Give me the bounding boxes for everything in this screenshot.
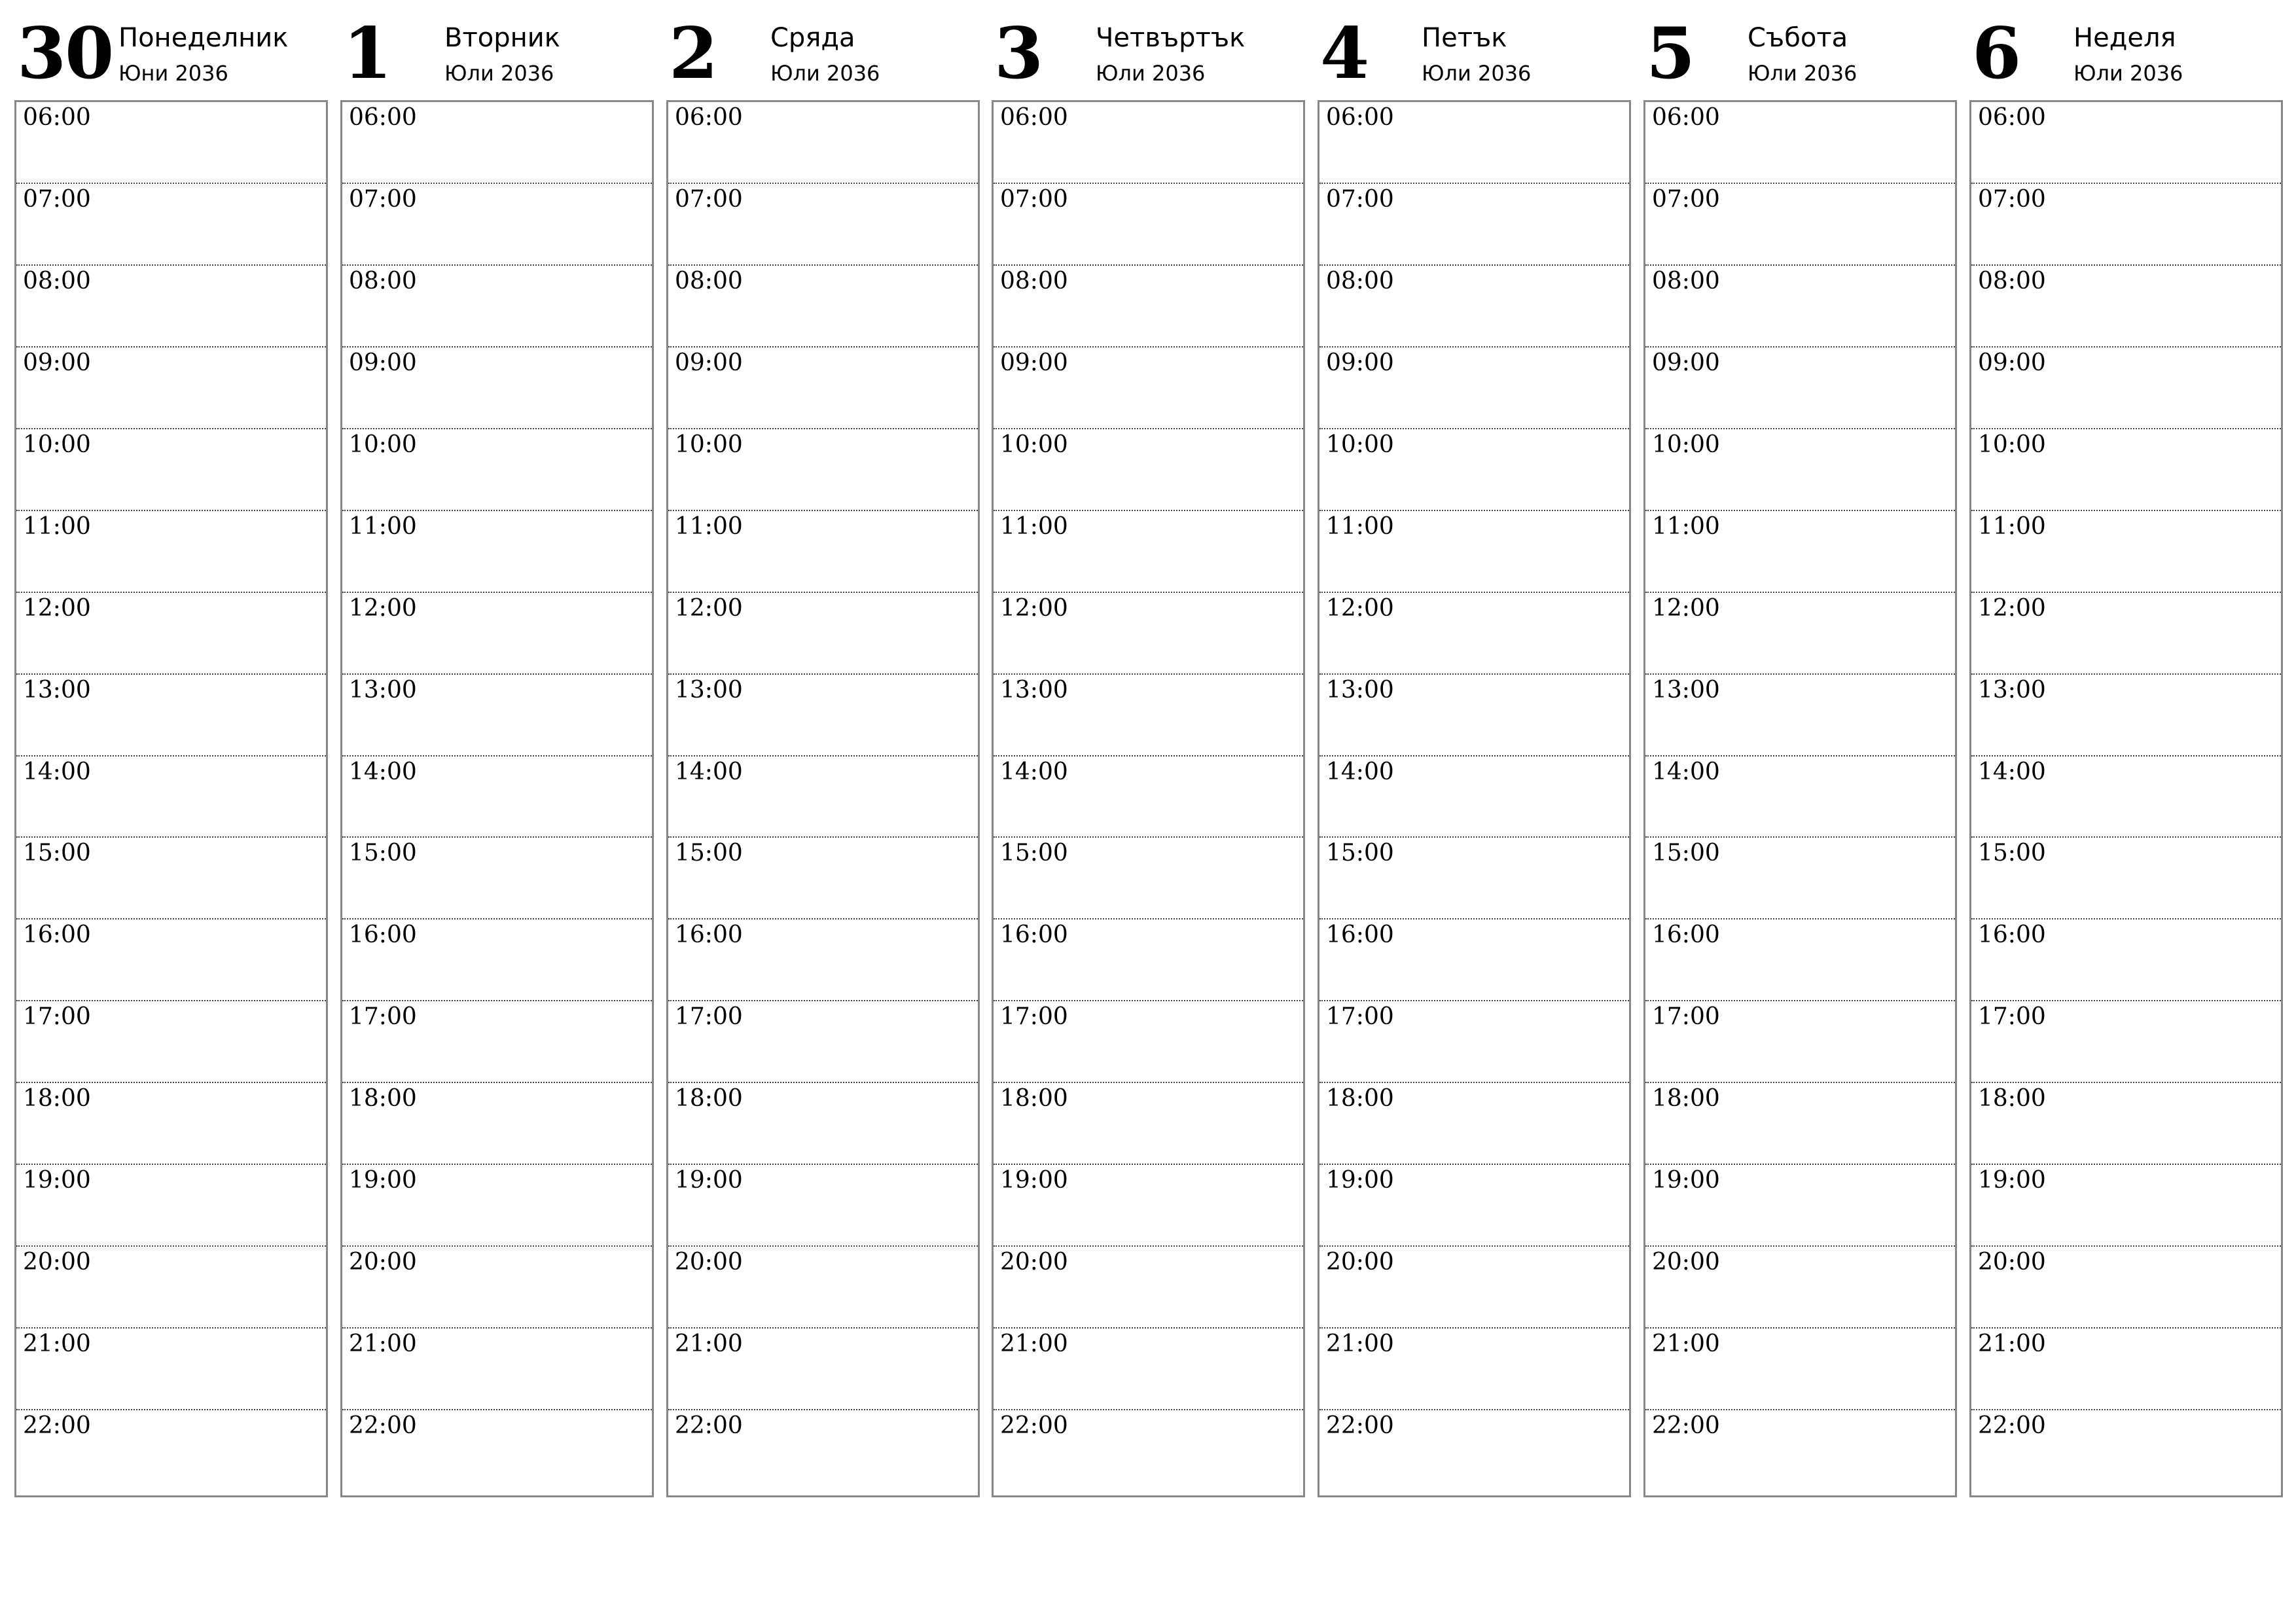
- time-label: 22:00: [23, 1412, 91, 1439]
- time-label: 12:00: [23, 594, 91, 622]
- time-slot[interactable]: [994, 1165, 1303, 1247]
- time-label: 08:00: [1978, 267, 2046, 294]
- time-label: 11:00: [1326, 512, 1394, 540]
- time-slot[interactable]: [1645, 1247, 1955, 1329]
- time-label: 07:00: [1978, 185, 2046, 213]
- time-label: 20:00: [1978, 1249, 2046, 1276]
- time-label: 19:00: [1978, 1167, 2046, 1194]
- time-slot[interactable]: [1971, 511, 2281, 593]
- weekday-name: Събота: [1748, 23, 1848, 53]
- time-label: 18:00: [1326, 1085, 1394, 1113]
- month-year-label: Юли 2036: [2073, 61, 2183, 86]
- day-header: [666, 12, 978, 99]
- time-slot[interactable]: [16, 102, 326, 184]
- time-slot[interactable]: [342, 102, 652, 184]
- time-slot[interactable]: [668, 838, 978, 919]
- time-slot[interactable]: [342, 757, 652, 838]
- time-slot[interactable]: [994, 757, 1303, 838]
- time-slot[interactable]: [1971, 675, 2281, 757]
- time-label: 17:00: [1000, 1003, 1068, 1031]
- time-slot[interactable]: [668, 266, 978, 348]
- time-label: 12:00: [1326, 594, 1394, 622]
- time-label: 06:00: [675, 104, 743, 131]
- time-slot[interactable]: [1645, 102, 1955, 184]
- time-label: 11:00: [675, 512, 743, 540]
- day-column: [340, 12, 653, 1499]
- time-label: 10:00: [1978, 431, 2046, 458]
- time-slot[interactable]: [994, 1001, 1303, 1083]
- time-slots-box: [340, 100, 654, 1497]
- time-slot[interactable]: [1319, 348, 1629, 429]
- time-label: 09:00: [1652, 349, 1720, 376]
- time-label: 20:00: [23, 1249, 91, 1276]
- time-slot[interactable]: [1319, 838, 1629, 919]
- time-slot[interactable]: [1645, 675, 1955, 757]
- time-slot[interactable]: [1645, 266, 1955, 348]
- time-label: 06:00: [1326, 104, 1394, 131]
- time-slot[interactable]: [16, 675, 326, 757]
- time-label: 18:00: [349, 1085, 417, 1113]
- time-label: 18:00: [1652, 1085, 1720, 1113]
- time-label: 14:00: [23, 758, 91, 785]
- time-slot[interactable]: [1645, 429, 1955, 511]
- time-slot[interactable]: [342, 184, 652, 266]
- time-slot[interactable]: [1319, 1001, 1629, 1083]
- time-slot[interactable]: [668, 102, 978, 184]
- time-label: 21:00: [1652, 1330, 1720, 1358]
- time-label: 10:00: [1326, 431, 1394, 458]
- time-label: 12:00: [675, 594, 743, 622]
- time-slot[interactable]: [16, 757, 326, 838]
- time-label: 14:00: [1978, 758, 2046, 785]
- time-slot[interactable]: [16, 1329, 326, 1410]
- time-slot[interactable]: [668, 675, 978, 757]
- time-label: 13:00: [23, 676, 91, 704]
- time-label: 06:00: [1000, 104, 1068, 131]
- day-number: 4: [1320, 12, 1369, 95]
- time-slot[interactable]: [668, 184, 978, 266]
- time-slot[interactable]: [1645, 348, 1955, 429]
- weekday-name: Сряда: [770, 23, 855, 53]
- time-label: 17:00: [675, 1003, 743, 1031]
- time-label: 17:00: [1978, 1003, 2046, 1031]
- time-slot[interactable]: [16, 266, 326, 348]
- time-label: 15:00: [1326, 840, 1394, 867]
- time-slot[interactable]: [668, 593, 978, 675]
- time-label: 15:00: [23, 840, 91, 867]
- day-column: [666, 12, 978, 1499]
- time-slot[interactable]: [342, 429, 652, 511]
- time-slot[interactable]: [994, 1329, 1303, 1410]
- time-label: 10:00: [675, 431, 743, 458]
- time-slot[interactable]: [16, 348, 326, 429]
- time-slot[interactable]: [1971, 1410, 2281, 1492]
- time-slot[interactable]: [994, 919, 1303, 1001]
- month-year-label: Юли 2036: [444, 61, 554, 86]
- day-header: [992, 12, 1304, 99]
- day-column: [14, 12, 327, 1499]
- time-slot[interactable]: [1971, 1083, 2281, 1165]
- time-slot[interactable]: [342, 1410, 652, 1492]
- time-label: 14:00: [349, 758, 417, 785]
- time-slot[interactable]: [1319, 511, 1629, 593]
- time-label: 14:00: [1326, 758, 1394, 785]
- time-slot[interactable]: [668, 919, 978, 1001]
- time-label: 12:00: [1000, 594, 1068, 622]
- time-label: 06:00: [1978, 104, 2046, 131]
- time-slot[interactable]: [1319, 429, 1629, 511]
- time-slot[interactable]: [994, 1410, 1303, 1492]
- day-number: 30: [17, 12, 113, 95]
- day-column: [1643, 12, 1956, 1499]
- time-slot[interactable]: [342, 266, 652, 348]
- time-slot[interactable]: [1971, 1247, 2281, 1329]
- time-slot[interactable]: [16, 838, 326, 919]
- time-slot[interactable]: [342, 511, 652, 593]
- time-label: 21:00: [349, 1330, 417, 1358]
- time-slot[interactable]: [342, 919, 652, 1001]
- month-year-label: Юли 2036: [1422, 61, 1532, 86]
- time-label: 11:00: [349, 512, 417, 540]
- time-label: 15:00: [1000, 840, 1068, 867]
- time-label: 10:00: [1000, 431, 1068, 458]
- time-slot[interactable]: [1645, 757, 1955, 838]
- time-slot[interactable]: [994, 1247, 1303, 1329]
- time-label: 17:00: [1652, 1003, 1720, 1031]
- time-label: 22:00: [349, 1412, 417, 1439]
- time-slots-box: [1318, 100, 1631, 1497]
- time-label: 11:00: [1978, 512, 2046, 540]
- time-slot[interactable]: [342, 1001, 652, 1083]
- time-label: 16:00: [23, 921, 91, 949]
- day-column: [992, 12, 1304, 1499]
- month-year-label: Юли 2036: [1096, 61, 1206, 86]
- time-label: 07:00: [1652, 185, 1720, 213]
- time-slot[interactable]: [1645, 1083, 1955, 1165]
- time-label: 10:00: [349, 431, 417, 458]
- month-year-label: Юни 2036: [118, 61, 228, 86]
- time-slots-box: [14, 100, 328, 1497]
- time-slot[interactable]: [1971, 266, 2281, 348]
- time-label: 20:00: [1000, 1249, 1068, 1276]
- time-slot[interactable]: [1971, 1001, 2281, 1083]
- time-slot[interactable]: [342, 1165, 652, 1247]
- time-slot[interactable]: [1319, 919, 1629, 1001]
- time-slot[interactable]: [1971, 1329, 2281, 1410]
- day-number: 2: [669, 12, 717, 95]
- time-slot[interactable]: [994, 429, 1303, 511]
- weekday-name: Четвъртък: [1096, 23, 1246, 53]
- time-label: 21:00: [1326, 1330, 1394, 1358]
- time-slots-box: [666, 100, 980, 1497]
- time-label: 13:00: [1652, 676, 1720, 704]
- time-slot[interactable]: [994, 348, 1303, 429]
- time-label: 19:00: [1000, 1167, 1068, 1194]
- time-label: 12:00: [349, 594, 417, 622]
- time-label: 20:00: [349, 1249, 417, 1276]
- time-label: 10:00: [1652, 431, 1720, 458]
- time-label: 13:00: [1978, 676, 2046, 704]
- time-slot[interactable]: [668, 1410, 978, 1492]
- day-column: [1318, 12, 1630, 1499]
- time-label: 13:00: [675, 676, 743, 704]
- time-slot[interactable]: [994, 838, 1303, 919]
- time-slot[interactable]: [668, 348, 978, 429]
- time-label: 09:00: [675, 349, 743, 376]
- weekday-name: Неделя: [2073, 23, 2176, 53]
- time-slot[interactable]: [1319, 593, 1629, 675]
- time-label: 07:00: [1000, 185, 1068, 213]
- time-slot[interactable]: [16, 429, 326, 511]
- time-slot[interactable]: [1971, 348, 2281, 429]
- time-slot[interactable]: [342, 348, 652, 429]
- time-label: 14:00: [675, 758, 743, 785]
- time-label: 20:00: [675, 1249, 743, 1276]
- time-label: 16:00: [1978, 921, 2046, 949]
- time-slot[interactable]: [1645, 1410, 1955, 1492]
- time-slot[interactable]: [668, 1001, 978, 1083]
- time-label: 20:00: [1326, 1249, 1394, 1276]
- time-slot[interactable]: [1971, 919, 2281, 1001]
- day-number: 5: [1646, 12, 1695, 95]
- time-slot[interactable]: [1319, 1247, 1629, 1329]
- day-header: [1318, 12, 1630, 99]
- time-label: 14:00: [1652, 758, 1720, 785]
- time-label: 07:00: [349, 185, 417, 213]
- time-label: 11:00: [1000, 512, 1068, 540]
- weekday-name: Петък: [1422, 23, 1507, 53]
- time-slot[interactable]: [1319, 266, 1629, 348]
- time-slot[interactable]: [16, 1247, 326, 1329]
- day-header: [1643, 12, 1956, 99]
- weekday-name: Понеделник: [118, 23, 289, 53]
- time-slot[interactable]: [16, 184, 326, 266]
- time-slot[interactable]: [668, 1165, 978, 1247]
- time-label: 09:00: [349, 349, 417, 376]
- time-label: 18:00: [1978, 1085, 2046, 1113]
- time-slot[interactable]: [1319, 675, 1629, 757]
- time-label: 12:00: [1652, 594, 1720, 622]
- time-label: 21:00: [1978, 1330, 2046, 1358]
- time-slot[interactable]: [342, 1247, 652, 1329]
- time-slot[interactable]: [16, 1410, 326, 1492]
- time-slot[interactable]: [1971, 429, 2281, 511]
- time-slot[interactable]: [1645, 1001, 1955, 1083]
- time-label: 07:00: [23, 185, 91, 213]
- time-label: 08:00: [23, 267, 91, 294]
- time-slots-box: [1643, 100, 1957, 1497]
- time-slot[interactable]: [1645, 1329, 1955, 1410]
- time-slot[interactable]: [1645, 593, 1955, 675]
- time-slot[interactable]: [1319, 1165, 1629, 1247]
- time-label: 21:00: [675, 1330, 743, 1358]
- day-number: 6: [1972, 12, 2020, 95]
- time-slot[interactable]: [1971, 1165, 2281, 1247]
- time-slot[interactable]: [994, 1083, 1303, 1165]
- time-slot[interactable]: [994, 102, 1303, 184]
- time-label: 17:00: [1326, 1003, 1394, 1031]
- time-label: 21:00: [23, 1330, 91, 1358]
- time-label: 09:00: [1326, 349, 1394, 376]
- time-slot[interactable]: [1971, 184, 2281, 266]
- time-label: 10:00: [23, 431, 91, 458]
- month-year-label: Юли 2036: [770, 61, 880, 86]
- time-slot[interactable]: [994, 266, 1303, 348]
- time-label: 08:00: [1326, 267, 1394, 294]
- day-column: [1969, 12, 2282, 1499]
- time-label: 16:00: [349, 921, 417, 949]
- time-slot[interactable]: [16, 593, 326, 675]
- time-slot[interactable]: [16, 1001, 326, 1083]
- time-label: 09:00: [1978, 349, 2046, 376]
- time-slot[interactable]: [1319, 1083, 1629, 1165]
- time-label: 18:00: [23, 1085, 91, 1113]
- time-label: 07:00: [1326, 185, 1394, 213]
- time-slot[interactable]: [1971, 102, 2281, 184]
- time-label: 12:00: [1978, 594, 2046, 622]
- time-slot[interactable]: [342, 1329, 652, 1410]
- day-number: 1: [343, 12, 391, 95]
- time-slot[interactable]: [16, 1165, 326, 1247]
- time-label: 06:00: [1652, 104, 1720, 131]
- time-label: 13:00: [1000, 676, 1068, 704]
- time-label: 22:00: [1326, 1412, 1394, 1439]
- time-slot[interactable]: [342, 838, 652, 919]
- time-label: 17:00: [23, 1003, 91, 1031]
- time-slot[interactable]: [342, 675, 652, 757]
- time-slot[interactable]: [1971, 838, 2281, 919]
- time-slot[interactable]: [994, 593, 1303, 675]
- time-label: 09:00: [23, 349, 91, 376]
- time-label: 19:00: [1326, 1167, 1394, 1194]
- time-label: 16:00: [1326, 921, 1394, 949]
- time-slot[interactable]: [16, 919, 326, 1001]
- time-label: 08:00: [349, 267, 417, 294]
- time-label: 22:00: [1652, 1412, 1720, 1439]
- time-label: 22:00: [1978, 1412, 2046, 1439]
- time-label: 19:00: [349, 1167, 417, 1194]
- time-slot[interactable]: [668, 429, 978, 511]
- time-slot[interactable]: [668, 1247, 978, 1329]
- time-label: 06:00: [349, 104, 417, 131]
- time-slots-box: [1969, 100, 2283, 1497]
- time-slot[interactable]: [1645, 511, 1955, 593]
- weekday-name: Вторник: [444, 23, 560, 53]
- time-slots-box: [992, 100, 1305, 1497]
- time-label: 18:00: [675, 1085, 743, 1113]
- time-label: 20:00: [1652, 1249, 1720, 1276]
- time-label: 19:00: [23, 1167, 91, 1194]
- time-slot[interactable]: [668, 511, 978, 593]
- time-slot[interactable]: [994, 511, 1303, 593]
- time-slot[interactable]: [1319, 1410, 1629, 1492]
- day-header: [340, 12, 653, 99]
- time-label: 15:00: [675, 840, 743, 867]
- time-label: 14:00: [1000, 758, 1068, 785]
- time-slot[interactable]: [1645, 919, 1955, 1001]
- time-label: 09:00: [1000, 349, 1068, 376]
- time-slot[interactable]: [1319, 102, 1629, 184]
- time-label: 22:00: [675, 1412, 743, 1439]
- day-header: [1969, 12, 2282, 99]
- time-slot[interactable]: [1319, 184, 1629, 266]
- time-slot[interactable]: [342, 593, 652, 675]
- time-label: 19:00: [1652, 1167, 1720, 1194]
- time-label: 15:00: [1652, 840, 1720, 867]
- time-label: 08:00: [675, 267, 743, 294]
- time-slot[interactable]: [1971, 593, 2281, 675]
- time-slot[interactable]: [668, 1083, 978, 1165]
- time-slot[interactable]: [1319, 1329, 1629, 1410]
- time-slot[interactable]: [16, 511, 326, 593]
- time-slot[interactable]: [1971, 757, 2281, 838]
- time-label: 21:00: [1000, 1330, 1068, 1358]
- time-label: 11:00: [1652, 512, 1720, 540]
- time-slot[interactable]: [668, 1329, 978, 1410]
- time-slot[interactable]: [342, 1083, 652, 1165]
- time-label: 11:00: [23, 512, 91, 540]
- time-label: 19:00: [675, 1167, 743, 1194]
- time-label: 16:00: [1652, 921, 1720, 949]
- time-label: 16:00: [675, 921, 743, 949]
- time-slot[interactable]: [994, 675, 1303, 757]
- time-slot[interactable]: [16, 1083, 326, 1165]
- time-label: 17:00: [349, 1003, 417, 1031]
- time-label: 07:00: [675, 185, 743, 213]
- time-label: 18:00: [1000, 1085, 1068, 1113]
- time-slot[interactable]: [994, 184, 1303, 266]
- time-label: 15:00: [349, 840, 417, 867]
- day-header: [14, 12, 327, 99]
- time-label: 13:00: [1326, 676, 1394, 704]
- time-slot[interactable]: [1645, 184, 1955, 266]
- time-label: 06:00: [23, 104, 91, 131]
- time-slot[interactable]: [668, 757, 978, 838]
- day-number: 3: [994, 12, 1043, 95]
- time-label: 16:00: [1000, 921, 1068, 949]
- time-label: 08:00: [1000, 267, 1068, 294]
- time-slot[interactable]: [1319, 757, 1629, 838]
- time-label: 13:00: [349, 676, 417, 704]
- month-year-label: Юли 2036: [1748, 61, 1857, 86]
- time-label: 22:00: [1000, 1412, 1068, 1439]
- weekly-planner: [14, 12, 2282, 1499]
- time-slot[interactable]: [1645, 1165, 1955, 1247]
- time-label: 08:00: [1652, 267, 1720, 294]
- time-label: 15:00: [1978, 840, 2046, 867]
- time-slot[interactable]: [1645, 838, 1955, 919]
